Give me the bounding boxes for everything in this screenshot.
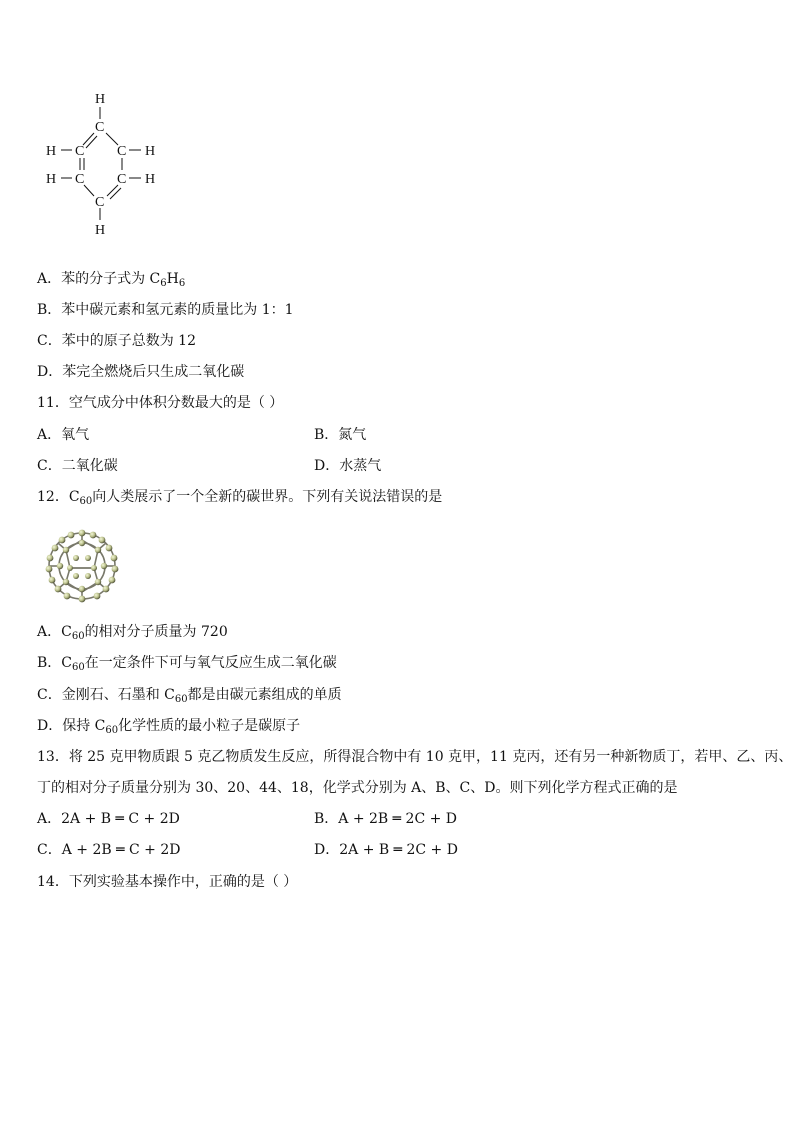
atom-c: C <box>95 195 105 210</box>
atom-h: H <box>46 144 57 159</box>
option-c: C．A + 2B ═ C + 2D <box>37 842 181 858</box>
option-d: D．苯完全燃烧后只生成二氧化碳 <box>37 364 245 380</box>
option-c: C．金刚石、石墨和 $C_{60}$都是由碳元素组成的单质 <box>37 687 342 705</box>
question-13-stem-continued: 丁的相对分子质量分别为 30、20、44、18，化学式分别为 A、B、C、D。则下列化学方程式正确的是 <box>37 780 678 796</box>
atom-c: C <box>117 172 127 187</box>
structural-formula-diagram <box>40 88 170 240</box>
question-12-stem: 12．$C_{60}$向人类展示了一个全新的碳世界。下列有关说法错误的是 <box>37 489 443 507</box>
option-b: B．苯中碳元素和氢元素的质量比为 1：1 <box>37 302 294 318</box>
atom-c: C <box>75 172 85 187</box>
atom-h: H <box>46 172 57 187</box>
option-b: B．A + 2B ═ 2C + D <box>314 811 458 827</box>
atom-h: H <box>145 144 156 159</box>
option-d: D．2A + B ═ 2C + D <box>314 842 458 858</box>
option-b: B．$C_{60}$在一定条件下可与氧气反应生成二氧化碳 <box>37 655 337 673</box>
question-13-stem: 13．将 25 克甲物质跟 5 克乙物质发生反应，所得混合物中有 10 克甲，11 克丙，还有另一种新物质丁，若甲、乙、丙、 <box>37 749 793 765</box>
option-a: A．$C_{60}$的相对分子质量为 720 <box>37 624 228 642</box>
question-14-stem: 14．下列实验基本操作中，正确的是（ ） <box>37 874 298 890</box>
atom-h: H <box>145 172 156 187</box>
atom-c: C <box>75 144 85 159</box>
option-a: A．苯的分子式为 $C_6H_6$ <box>37 271 186 289</box>
option-c: C．苯中的原子总数为 12 <box>37 333 196 349</box>
atom-h: H <box>95 223 106 238</box>
option-b: B．氮气 <box>314 427 367 443</box>
option-a: A．2A + B ═ C + 2D <box>37 811 180 827</box>
option-d: D．水蒸气 <box>314 458 382 474</box>
question-11-stem: 11．空气成分中体积分数最大的是（ ） <box>37 395 284 411</box>
option-d: D．保持 $C_{60}$化学性质的最小粒子是碳原子 <box>37 718 301 736</box>
atom-h: H <box>95 92 106 107</box>
atom-c: C <box>117 144 127 159</box>
atom-c: C <box>95 120 105 135</box>
option-c: C．二氧化碳 <box>37 458 118 474</box>
c60-molecule-image <box>38 526 126 606</box>
option-a: A．氧气 <box>37 427 90 443</box>
